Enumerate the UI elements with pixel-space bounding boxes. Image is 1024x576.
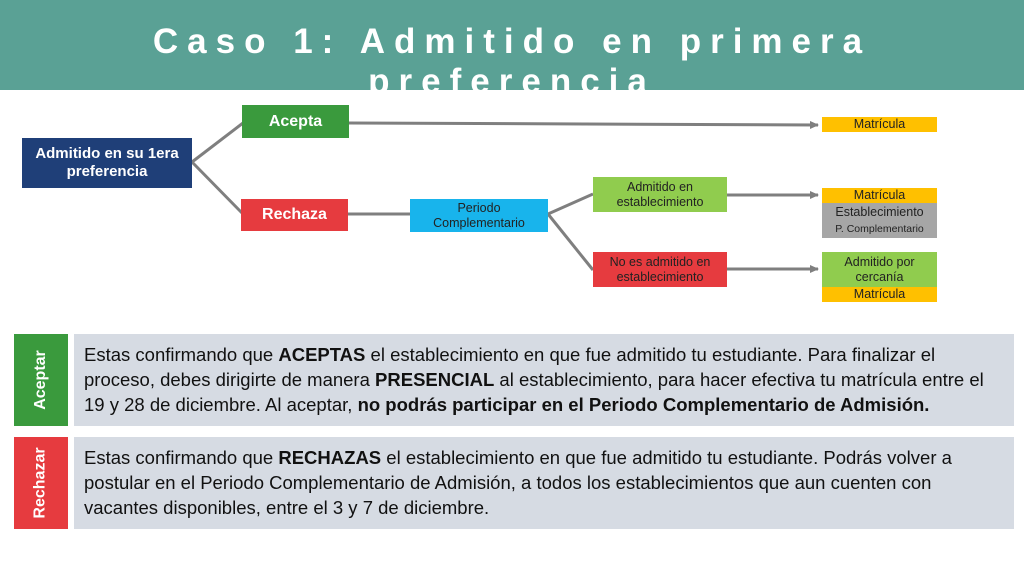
admitido-est-node	[593, 177, 727, 212]
acepta-node	[242, 105, 349, 138]
aceptar-text-2: el establecimiento en que fue admitido tu estudiante. Para finalizar el proceso, debes dirigirte de manera	[84, 344, 936, 390]
aceptar-tab	[14, 334, 68, 426]
rechazar-tab	[14, 437, 68, 529]
matricula-node-1	[822, 117, 937, 132]
rechazar-panel	[74, 437, 1014, 529]
matricula-node-2	[822, 188, 937, 203]
matricula-label-2: Matrícula	[853, 188, 906, 202]
aceptar-bold-3: no podrás participar en el Periodo Complementario de Admisión.	[357, 394, 930, 415]
connector-root-rechaza	[192, 162, 243, 214]
connector-acepta-matricula	[349, 123, 818, 125]
connector-periodo-noadmitido	[548, 214, 593, 270]
page-title: Caso 1: Admitido en primera preferencia	[152, 22, 872, 101]
connector-root-acepta	[192, 123, 243, 162]
aceptar-text-1: Estas confirmando que	[84, 344, 279, 365]
aceptar-text-3: al establecimiento, para hacer efectiva tu matrícula entre el 19 y 28 de diciembre. Al aceptar,	[84, 369, 984, 415]
aceptar-tab-label: Aceptar	[32, 350, 50, 410]
rechaza-node-label: Rechaza	[262, 206, 327, 224]
root-node	[22, 138, 192, 188]
connector-periodo-admitido	[548, 194, 593, 214]
establecimiento-label: Establecimiento	[835, 205, 924, 220]
rechazar-text-2: el establecimiento en que fue admitido tu estudiante. Podrás volver a postular en el Periodo Complementario de Admisión, a todos los establecimientos que aun cuenten con vacantes disponibles, entre el 3 y 7 de diciembre.	[84, 447, 952, 518]
matricula-label-3: Matrícula	[853, 287, 906, 301]
p-complementario-label: P. Complementario	[835, 223, 924, 236]
no-admitido-est-label: No es admitido en establecimiento	[609, 254, 711, 284]
root-node-label: Admitido en su 1era preferencia	[35, 145, 179, 180]
admitido-est-label: Admitido en establecimiento	[616, 179, 704, 209]
establecimiento-node	[822, 203, 937, 238]
periodo-node-label: Periodo Complementario	[433, 200, 525, 230]
admitido-cercania-label: Admitido por cercanía	[844, 254, 915, 284]
acepta-node-label: Acepta	[268, 112, 323, 130]
aceptar-bold-2: PRESENCIAL	[375, 369, 495, 390]
rechaza-node	[241, 199, 348, 231]
admitido-cercania-node	[822, 252, 937, 287]
rechazar-text-1: Estas confirmando que	[84, 447, 279, 468]
aceptar-panel	[74, 334, 1014, 426]
aceptar-bold-1: ACEPTAS	[278, 344, 366, 365]
rechazar-tab-label: Rechazar	[32, 447, 49, 519]
matricula-node-3	[822, 287, 937, 302]
matricula-label-1: Matrícula	[853, 117, 906, 131]
no-admitido-est-node	[593, 252, 727, 287]
rechazar-bold-1: RECHAZAS	[278, 447, 382, 468]
periodo-node	[410, 199, 548, 232]
